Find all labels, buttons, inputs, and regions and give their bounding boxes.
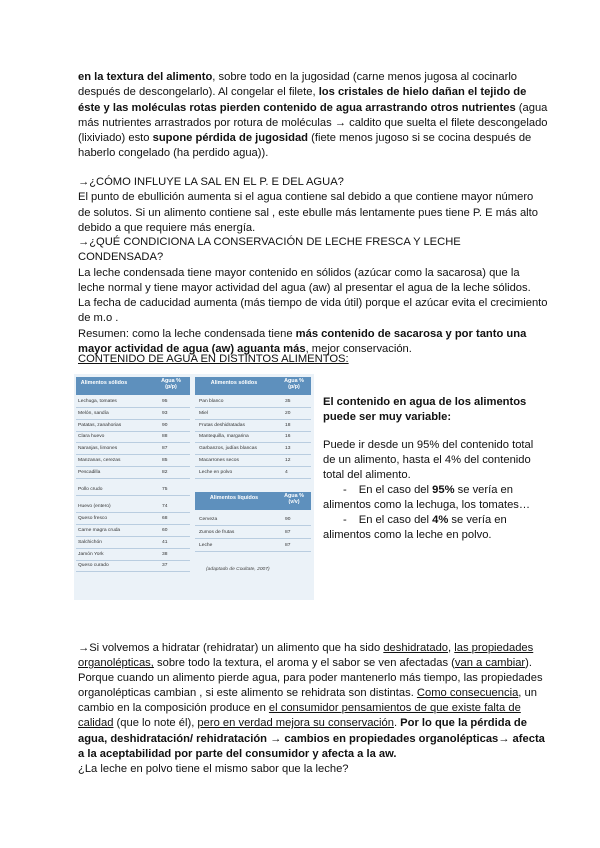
table-row-food: Macarrones secos (199, 458, 239, 463)
solids-header-right (195, 377, 311, 395)
text: En el caso del (358, 484, 433, 496)
question-title: →¿QUÉ CONDICIONA LA CONSERVACIÓN DE LECHE FRESCA Y LECHE CONDENSADA? (78, 236, 461, 264)
table-row-value: 90 (162, 422, 168, 428)
text: (agua más nutrientes arrastrados por rotura de moléculas → caldito que suelta el filete descongelado (lixiviado) esto (78, 101, 548, 145)
bold-text: 4% (432, 514, 449, 526)
table-divider (76, 419, 190, 420)
table-row-value: 60 (162, 528, 168, 533)
section-title: CONTENIDO DE AGUA EN DISTINTOS ALIMENTOS: (78, 353, 349, 365)
table-row-food: Mantequilla, margarina (199, 434, 249, 440)
table-row-food: Salchichón (78, 539, 102, 545)
table-divider (76, 466, 190, 467)
table-row-value: 20 (285, 410, 291, 416)
table-row-food: Naranjas, limones (78, 446, 118, 452)
table-divider (76, 524, 190, 525)
table-divider (195, 454, 311, 455)
question-milk (78, 235, 548, 357)
underlined-text: van a cambiar (454, 657, 526, 670)
table-divider (195, 551, 311, 552)
table-divider (76, 495, 190, 496)
bold-text: Por lo que la pérdida de agua, deshidratación/ rehidratación → cambios en propiedades organolépticas→ afecta a la aceptabilidad por parte del consumidor y afecta a la aw. (78, 717, 545, 760)
table-row-food: Garbanzos, judías blancas (199, 446, 257, 452)
water-header: Agua % (284, 378, 304, 384)
table-row-value: 90 (285, 517, 291, 522)
table-row-value: 13 (285, 446, 291, 452)
table-divider (76, 560, 190, 561)
underlined-text: el consumidor pensamientos de que existe falta de calidad (78, 702, 521, 730)
liquids-header (195, 492, 311, 510)
text: sobre todo la textura, el aroma y el sabor se ven afectadas ( (153, 657, 455, 670)
underlined-text: deshidratado (383, 642, 449, 654)
table-divider (195, 466, 311, 467)
table-row-value: 87 (162, 446, 168, 452)
table-divider (76, 442, 190, 443)
question-text: ¿La leche en polvo tiene el mismo sabor que la leche? (78, 762, 349, 775)
text: ). Porque cuando un alimento pierde agua, para poder mantenerlo más tiempo, las propiedades organolépticas cambian , si este alimento se rehidrata son distintas. (78, 657, 543, 700)
bullet-4 (323, 513, 538, 543)
table-divider (76, 431, 190, 432)
table-row-value: 35 (285, 399, 291, 404)
table-row-food: Carne magra cruda (78, 528, 121, 533)
table-row-value: 85 (162, 458, 168, 463)
solids-header-label: Alimentos sólidos (210, 380, 258, 386)
bold-text: 95% (432, 484, 455, 496)
table-divider (76, 407, 190, 408)
paragraph-freezing (78, 70, 548, 162)
water-header: Agua % (284, 493, 304, 499)
table-row-value: 75 (162, 486, 168, 492)
text: , (448, 642, 455, 654)
bold-text: supone pérdida de jugosidad (152, 132, 309, 145)
solids-header (76, 377, 190, 395)
table-row-value: 37 (162, 563, 168, 569)
table-row-food: Leche en polvo (199, 469, 233, 475)
table-row-food: Pescadilla (78, 469, 101, 475)
dash: - (343, 484, 347, 496)
table-row-food: Pan blanco (199, 399, 224, 404)
table-row-food: Leche (199, 543, 213, 548)
text: (que lo note él), (113, 717, 198, 730)
answer-text: El punto de ebullición aumenta si el agua contiene sal debido a que contiene mayor número de solutos. Si un alimento contiene sal , este ebulle más lentamente pues tiene P. E más alto debido a que requiere más energía. (78, 191, 538, 234)
table-row-value: 68 (162, 516, 168, 522)
table-row-value: 74 (162, 504, 168, 510)
table-row-food: Zumos de frutas (199, 530, 235, 535)
table-row-food: Queso fresco (78, 516, 108, 522)
table-row-value: 88 (162, 434, 168, 440)
table-row-value: 4 (285, 469, 288, 475)
table-row-value: 41 (162, 539, 168, 545)
table-row-food: Clara huevo (78, 434, 105, 440)
text: . (393, 717, 401, 730)
text: se vería en alimentos como la lechuga, los tomates… (323, 484, 531, 511)
table-row-food: Queso curado (78, 563, 109, 569)
question-title: →¿CÓMO INFLUYE LA SAL EN EL P. E DEL AGUA? (78, 176, 344, 188)
table-row-food: Manzanas, cerezas (78, 458, 121, 463)
table-divider (76, 571, 190, 572)
unit-pp: (p/p) (288, 384, 300, 390)
text: , sobre todo en la jugosidad (carne menos jugosa al cocinarlo después de descongelarlo). Al congelar el filete, (78, 71, 518, 99)
table-row-value: 82 (162, 469, 168, 475)
table-row-food: Miel (199, 410, 208, 416)
answer-text: La leche condensada tiene mayor contenido en sólidos (azúcar como la sacarosa) que la leche normal y tiene mayor actividad del agua (aw) al presentar el agua de la leche sólidos. (78, 266, 531, 294)
table-divider (76, 512, 190, 513)
table-row-value: 93 (162, 410, 168, 416)
summary-text: Resumen: como la leche condensada tiene (78, 327, 296, 340)
table-row-value: 18 (285, 422, 291, 428)
table-row-food: Lechuga, tomates (78, 399, 117, 404)
table-divider (76, 536, 190, 537)
bold-text: en la textura del alimento (78, 71, 213, 83)
question-salt (78, 175, 548, 236)
bullet-95 (323, 483, 538, 513)
text: , un cambio en la composición produce en (78, 687, 537, 715)
table-divider (195, 478, 311, 479)
table-divider (195, 538, 311, 539)
unit-vv: (v/v) (288, 499, 300, 505)
water-header: Agua % (161, 378, 181, 384)
table-row-food: Huevo (entero) (78, 504, 111, 510)
table-row-value: 87 (285, 530, 291, 535)
unit-pp: (p/p) (165, 384, 177, 390)
table-divider (195, 419, 311, 420)
table-row-food: Patatas, zanahorias (78, 422, 122, 428)
underlined-text: las propiedades organolépticas, (78, 642, 534, 670)
bold-text: los cristales de hielo dañan el tejido de éste y las moléculas rotas pierden contenido de agua arrastrando otros nutrientes (78, 86, 527, 114)
table-divider (195, 442, 311, 443)
side-title: El contenido en agua de los alimentos puede ser muy variable: (323, 396, 527, 423)
text: se vería en alimentos como la leche en polvo. (323, 514, 507, 541)
table-divider (195, 407, 311, 408)
water-content-table (74, 374, 314, 600)
table-divider (76, 478, 190, 479)
table-row-food: Melón, sandía (78, 410, 109, 416)
side-body: Puede ir desde un 95% del contenido total de un alimento, hasta el 4% del contenido total del alimento. (323, 439, 534, 481)
table-divider (76, 454, 190, 455)
table-source: (adaptado de Coultate, 2007) (206, 567, 270, 572)
table-row-food: Jamón York (78, 551, 104, 557)
text: (fiete menos jugoso si se cocina después de haberlo congelado (ha perdido agua)). (78, 132, 532, 160)
table-row-value: 95 (162, 399, 168, 404)
table-row-value: 12 (285, 458, 291, 463)
table-row-food: Cerveza (199, 517, 218, 522)
text: En el caso del (358, 514, 433, 526)
dash: - (343, 514, 347, 526)
table-row-value: 38 (162, 551, 168, 557)
liquids-header-label: Alimentos líquidos (209, 495, 259, 501)
solids-header-label: Alimentos sólidos (80, 380, 128, 386)
underlined-text: pero en verdad mejora su conservación (197, 717, 394, 730)
answer-text: La fecha de caducidad aumenta (más tiempo de vida útil) porque el azúcar evita el crecimiento de m.o . (78, 297, 548, 325)
table-divider (76, 548, 190, 549)
table-divider (195, 431, 311, 432)
table-row-value: 16 (285, 434, 291, 440)
text: →Si volvemos a hidratar (rehidratar) un alimento que ha sido (78, 642, 384, 654)
table-row-food: Frutas deshidratadas (199, 422, 245, 428)
underlined-text: Como consecuencia (416, 687, 519, 700)
table-row-value: 87 (285, 543, 291, 548)
table-row-food: Pollo crudo (78, 486, 103, 492)
bold-text: más contenido de sacarosa y por tanto una mayor actividad de agua (aw) aguanta más (78, 327, 527, 356)
table-divider (195, 525, 311, 526)
paragraph-rehydration (78, 641, 548, 777)
summary-text: , mejor conservación. (305, 343, 412, 356)
